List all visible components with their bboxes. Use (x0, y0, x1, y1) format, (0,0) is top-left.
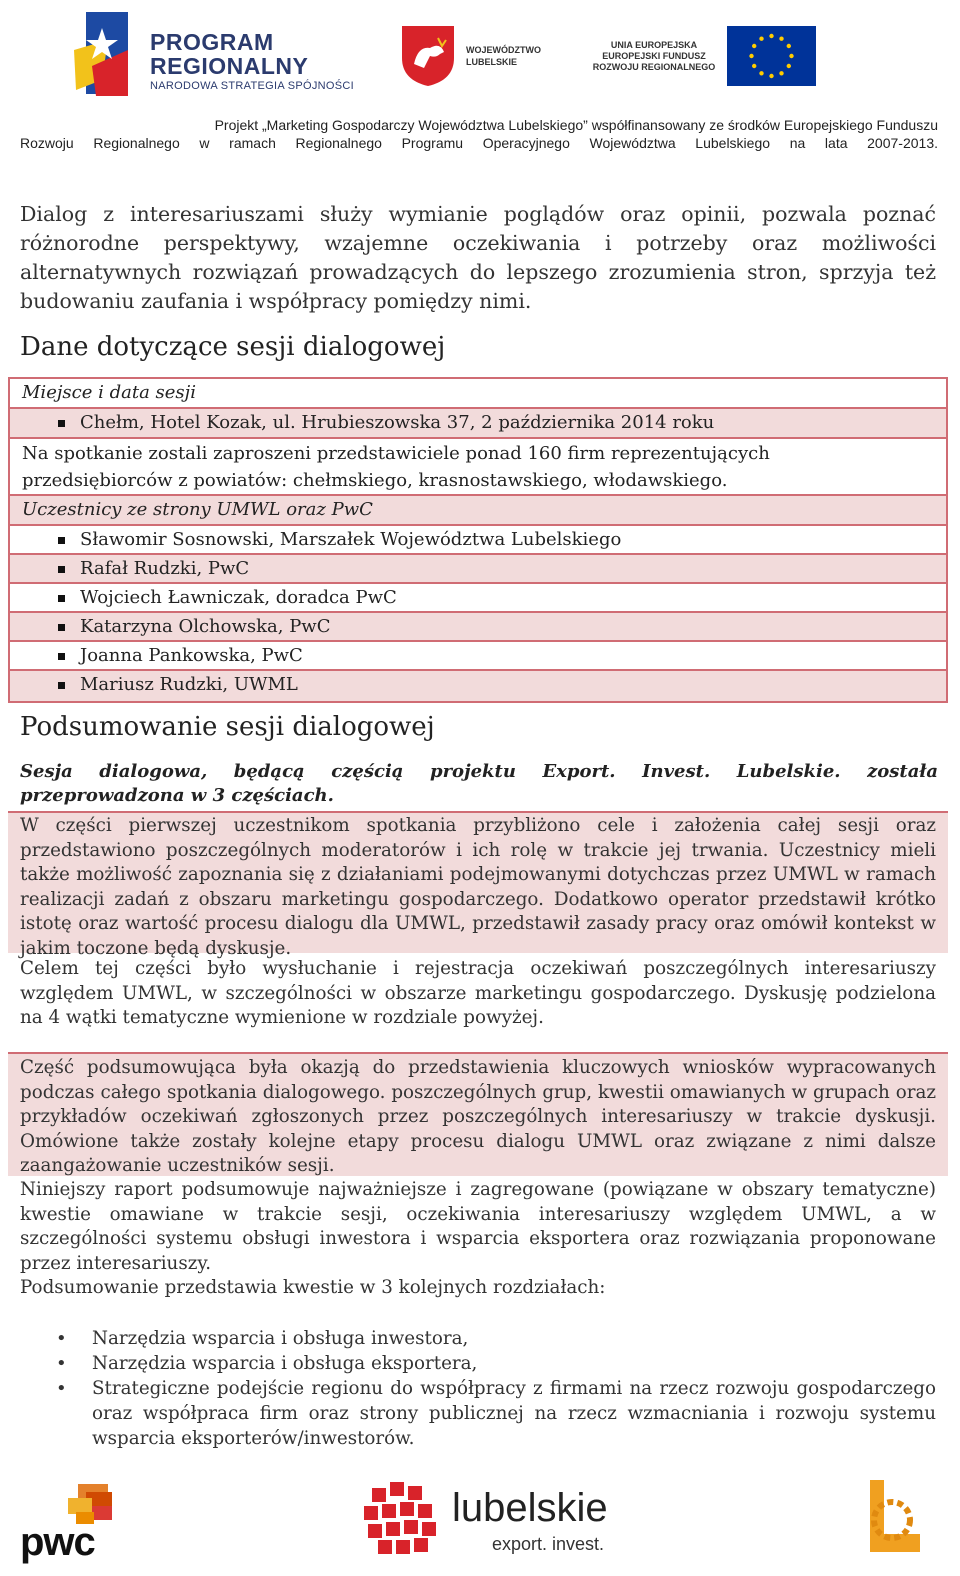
session-data-table (8, 377, 948, 703)
program-regionalny-logo (72, 10, 362, 98)
chapter-item: • Narzędzia wsparcia i obsługa inwestora, (20, 1326, 936, 1351)
program-regionalny-emblem (72, 10, 142, 102)
eu-logo (590, 26, 820, 88)
summary-paragraph-3: Część podsumowująca była okazją do przedstawienia kluczowych wniosków wypracowanych podczas całego spotkania dialogowego. poszczególnych grup, kwestii omawianych w grupach oraz przykładów oczekiwań zgłoszonych przez poszczególnych interesariuszy w trakcie dyskusji. Omówione także zostały kolejne etapy procesu dialogu UMWL oraz związane z nimi dalsze zaangażowanie uczestników sesji. (8, 1052, 948, 1176)
participant-row: Rafał Rudzki, PwC (10, 555, 946, 584)
wojewodztwo-text: WOJEWÓDZTWO LUBELSKIE (466, 45, 541, 67)
participant-row: Sławomir Sosnowski, Marszałek Województwa Lubelskiego (10, 526, 946, 555)
invited-row: Na spotkanie zostali zaproszeni przedstawiciele ponad 160 firm reprezentujących przedsiębiorców z powiatów: chełmskiego, krasnostawskiego, włodawskiego. (10, 439, 946, 496)
lubelskie-coat-of-arms-icon (400, 24, 456, 86)
participant-row: Joanna Pankowska, PwC (10, 642, 946, 671)
section-title-session-data: Dane dotyczące sesji dialogowej (20, 332, 446, 362)
summary-paragraph-2: Celem tej części było wysłuchanie i rejestracja oczekiwań poszczególnych interesariuszy względem UMWL, w szczególności w obszarze marketingu gospodarczego. Dyskusję podzielona na 4 wątki tematyczne wymienione w rozdziale powyżej. (20, 958, 936, 1028)
program-title: PROGRAM REGIONALNY (150, 29, 309, 79)
chapters-list (20, 1326, 936, 1451)
export-invest-tagline: export. invest. (492, 1534, 605, 1554)
lubelskie-globe-icon (360, 1478, 444, 1562)
section-title-summary: Podsumowanie sesji dialogowej (20, 712, 435, 742)
summary-paragraph-4: Niniejszy raport podsumowuje najważniejsze i zagregowane (powiązane w obszary tematyczne) kwestie omawiane w trakcie sesji, oczekiwania interesariuszy względem UMWL, a w szczególności systemu obsługi inwestora i wsparcia eksportera oraz rozwiązania proponowane przez interesariuszy. (20, 1179, 936, 1274)
participant-row: Wojciech Ławniczak, doradca PwC (10, 584, 946, 613)
participant-row: Mariusz Rudzki, UWML (10, 671, 946, 701)
chapter-item: • Narzędzia wsparcia i obsługa eksportera, (20, 1351, 936, 1376)
participant-row: Katarzyna Olchowska, PwC (10, 613, 946, 642)
chapter-item: • Strategiczne podejście regionu do współpracy z firmami na rzecz rozwoju gospodarczego oraz współpraca firm oraz strony publicznej na rzecz wzmacniania i rozwoju systemu wsparcia eksporterów/inwestorów. (20, 1376, 936, 1451)
wojewodztwo-lubelskie-logo (400, 24, 560, 90)
eu-text: UNIA EUROPEJSKA EUROPEJSKI FUNDUSZ ROZWOJU REGIONALNEGO (592, 40, 716, 72)
participants-label-row: Uczestnicy ze strony UMWL oraz PwC (10, 496, 946, 526)
place-value-row: Chełm, Hotel Kozak, ul. Hrubieszowska 37, 2 października 2014 roku (10, 409, 946, 439)
pwc-wordmark: pwc (20, 1520, 95, 1564)
gear-logo-icon (864, 1476, 926, 1558)
lubelskie-wordmark: lubelskie (452, 1486, 608, 1530)
eu-flag-icon (727, 26, 816, 86)
summary-paragraph-5: Podsumowanie przedstawia kwestie w 3 kolejnych rozdziałach: (20, 1277, 606, 1298)
lubelskie-export-invest-logo (360, 1478, 610, 1566)
pwc-logo (20, 1482, 120, 1564)
intro-paragraph: Dialog z interesariuszami służy wymianie poglądów oraz opinii, pozwala poznać różnorodne perspektywy, wzajemne oczekiwania i potrzeby oraz możliwości alternatywnych rozwiązań prowadzących do lepszego zrozumienia stron, sprzyja też budowaniu zaufania i współpracy pomiędzy nimi. (20, 202, 936, 313)
program-subtitle: NARODOWA STRATEGIA SPÓJNOŚCI (150, 80, 354, 92)
summary-paragraph-1: W części pierwszej uczestnikom spotkania przybliżono cele i założenia całej sesji oraz przedstawiono poszczególnych moderatorów i ich rolę w trakcie jej trwania. Uczestnicy mieli także możliwość zapoznania się z działaniami podejmowanymi dotychczas przez UMWL w ramach realizacji zadań z obszaru marketingu gospodarczego. Dodatkowo operator przedstawił krótko istotę oraz wartość procesu dialogu dla UMWL, przedstawił zasady pracy oraz omówił kontekst w jakim toczone będą dyskusje. (8, 811, 948, 953)
place-label-row: Miejsce i data sesji (10, 379, 946, 409)
project-statement (20, 116, 938, 152)
project-line-1: Projekt „Marketing Gospodarczy Województwa Lubelskiego” współfinansowany ze środków Europejskiego Funduszu (214, 117, 938, 133)
project-line-2: Rozwoju Regionalnego w ramach Regionalnego Programu Operacyjnego Województwa Lubelskiego na lata 2007-2013. (20, 135, 938, 151)
summary-lead: Sesja dialogowa, będącą częścią projektu Export. Invest. Lubelskie. została przeprowadzona w 3 częściach. (20, 761, 938, 806)
